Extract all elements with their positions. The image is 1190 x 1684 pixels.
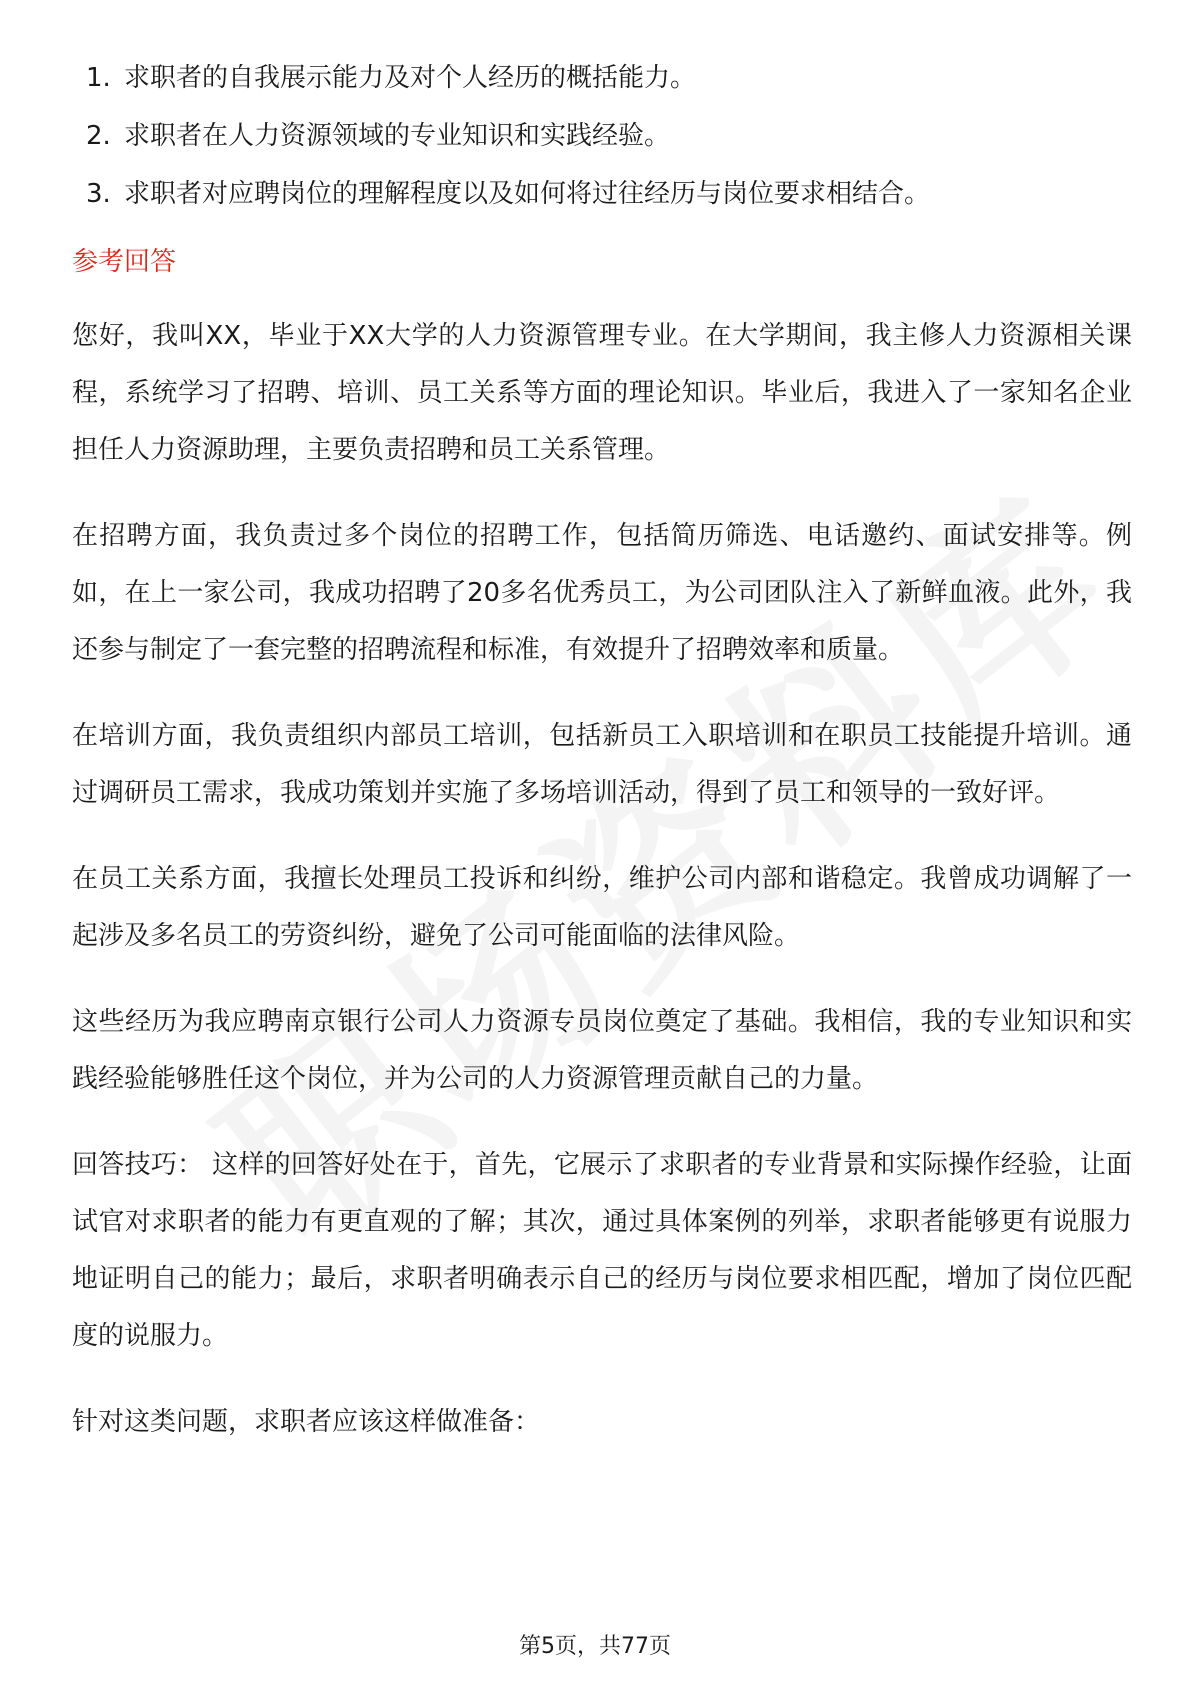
- list-item-number: 3.: [86, 179, 111, 209]
- list-item-text: 求职者对应聘岗位的理解程度以及如何将过往经历与岗位要求相结合。: [124, 179, 931, 209]
- document-page: [72, 60, 1132, 1480]
- paragraph-conclusion: 这些经历为我应聘南京银行公司人力资源专员岗位奠定了基础。我相信，我的专业知识和实践经验能够胜任这个岗位，并为公司的人力资源管理贡献自己的力量。: [72, 1007, 1132, 1094]
- section-heading: 参考回答: [72, 247, 177, 277]
- page-footer: 第5页，共77页: [519, 1634, 671, 1659]
- paragraph-tips: 回答技巧： 这样的回答好处在于，首先，它展示了求职者的专业背景和实际操作经验，让面试官对求职者的能力有更直观的了解；其次，通过具体案例的列举，求职者能够更有说服力地证明自己的能力；最后，求职者明确表示自己的经历与岗位要求相匹配，增加了岗位匹配度的说服力。: [72, 1150, 1132, 1351]
- list-item: [72, 118, 1132, 154]
- list-item-text: 求职者的自我展示能力及对个人经历的概括能力。: [124, 63, 697, 93]
- paragraph-preparation: 针对这类问题，求职者应该这样做准备：: [72, 1407, 541, 1437]
- list-item-text: 求职者在人力资源领域的专业知识和实践经验。: [124, 121, 671, 151]
- paragraph-employee-relations: 在员工关系方面，我擅长处理员工投诉和纠纷，维护公司内部和谐稳定。我曾成功调解了一起涉及多名员工的劳资纠纷，避免了公司可能面临的法律风险。: [72, 864, 1132, 951]
- list-item: [72, 60, 1132, 96]
- paragraph-recruiting: 在招聘方面，我负责过多个岗位的招聘工作，包括简历筛选、电话邀约、面试安排等。例如，在上一家公司，我成功招聘了20多名优秀员工，为公司团队注入了新鲜血液。此外，我还参与制定了一套完整的招聘流程和标准，有效提升了招聘效率和质量。: [72, 521, 1132, 665]
- list-item: [72, 176, 1132, 212]
- paragraph-training: 在培训方面，我负责组织内部员工培训，包括新员工入职培训和在职员工技能提升培训。通过调研员工需求，我成功策划并实施了多场培训活动，得到了员工和领导的一致好评。: [72, 721, 1132, 808]
- paragraph-intro: 您好，我叫XX，毕业于XX大学的人力资源管理专业。在大学期间，我主修人力资源相关课程，系统学习了招聘、培训、员工关系等方面的理论知识。毕业后，我进入了一家知名企业担任人力资源助理，主要负责招聘和员工关系管理。: [72, 321, 1132, 465]
- list-item-number: 1.: [86, 63, 111, 93]
- numbered-list: [72, 60, 1132, 212]
- list-item-number: 2.: [86, 121, 111, 151]
